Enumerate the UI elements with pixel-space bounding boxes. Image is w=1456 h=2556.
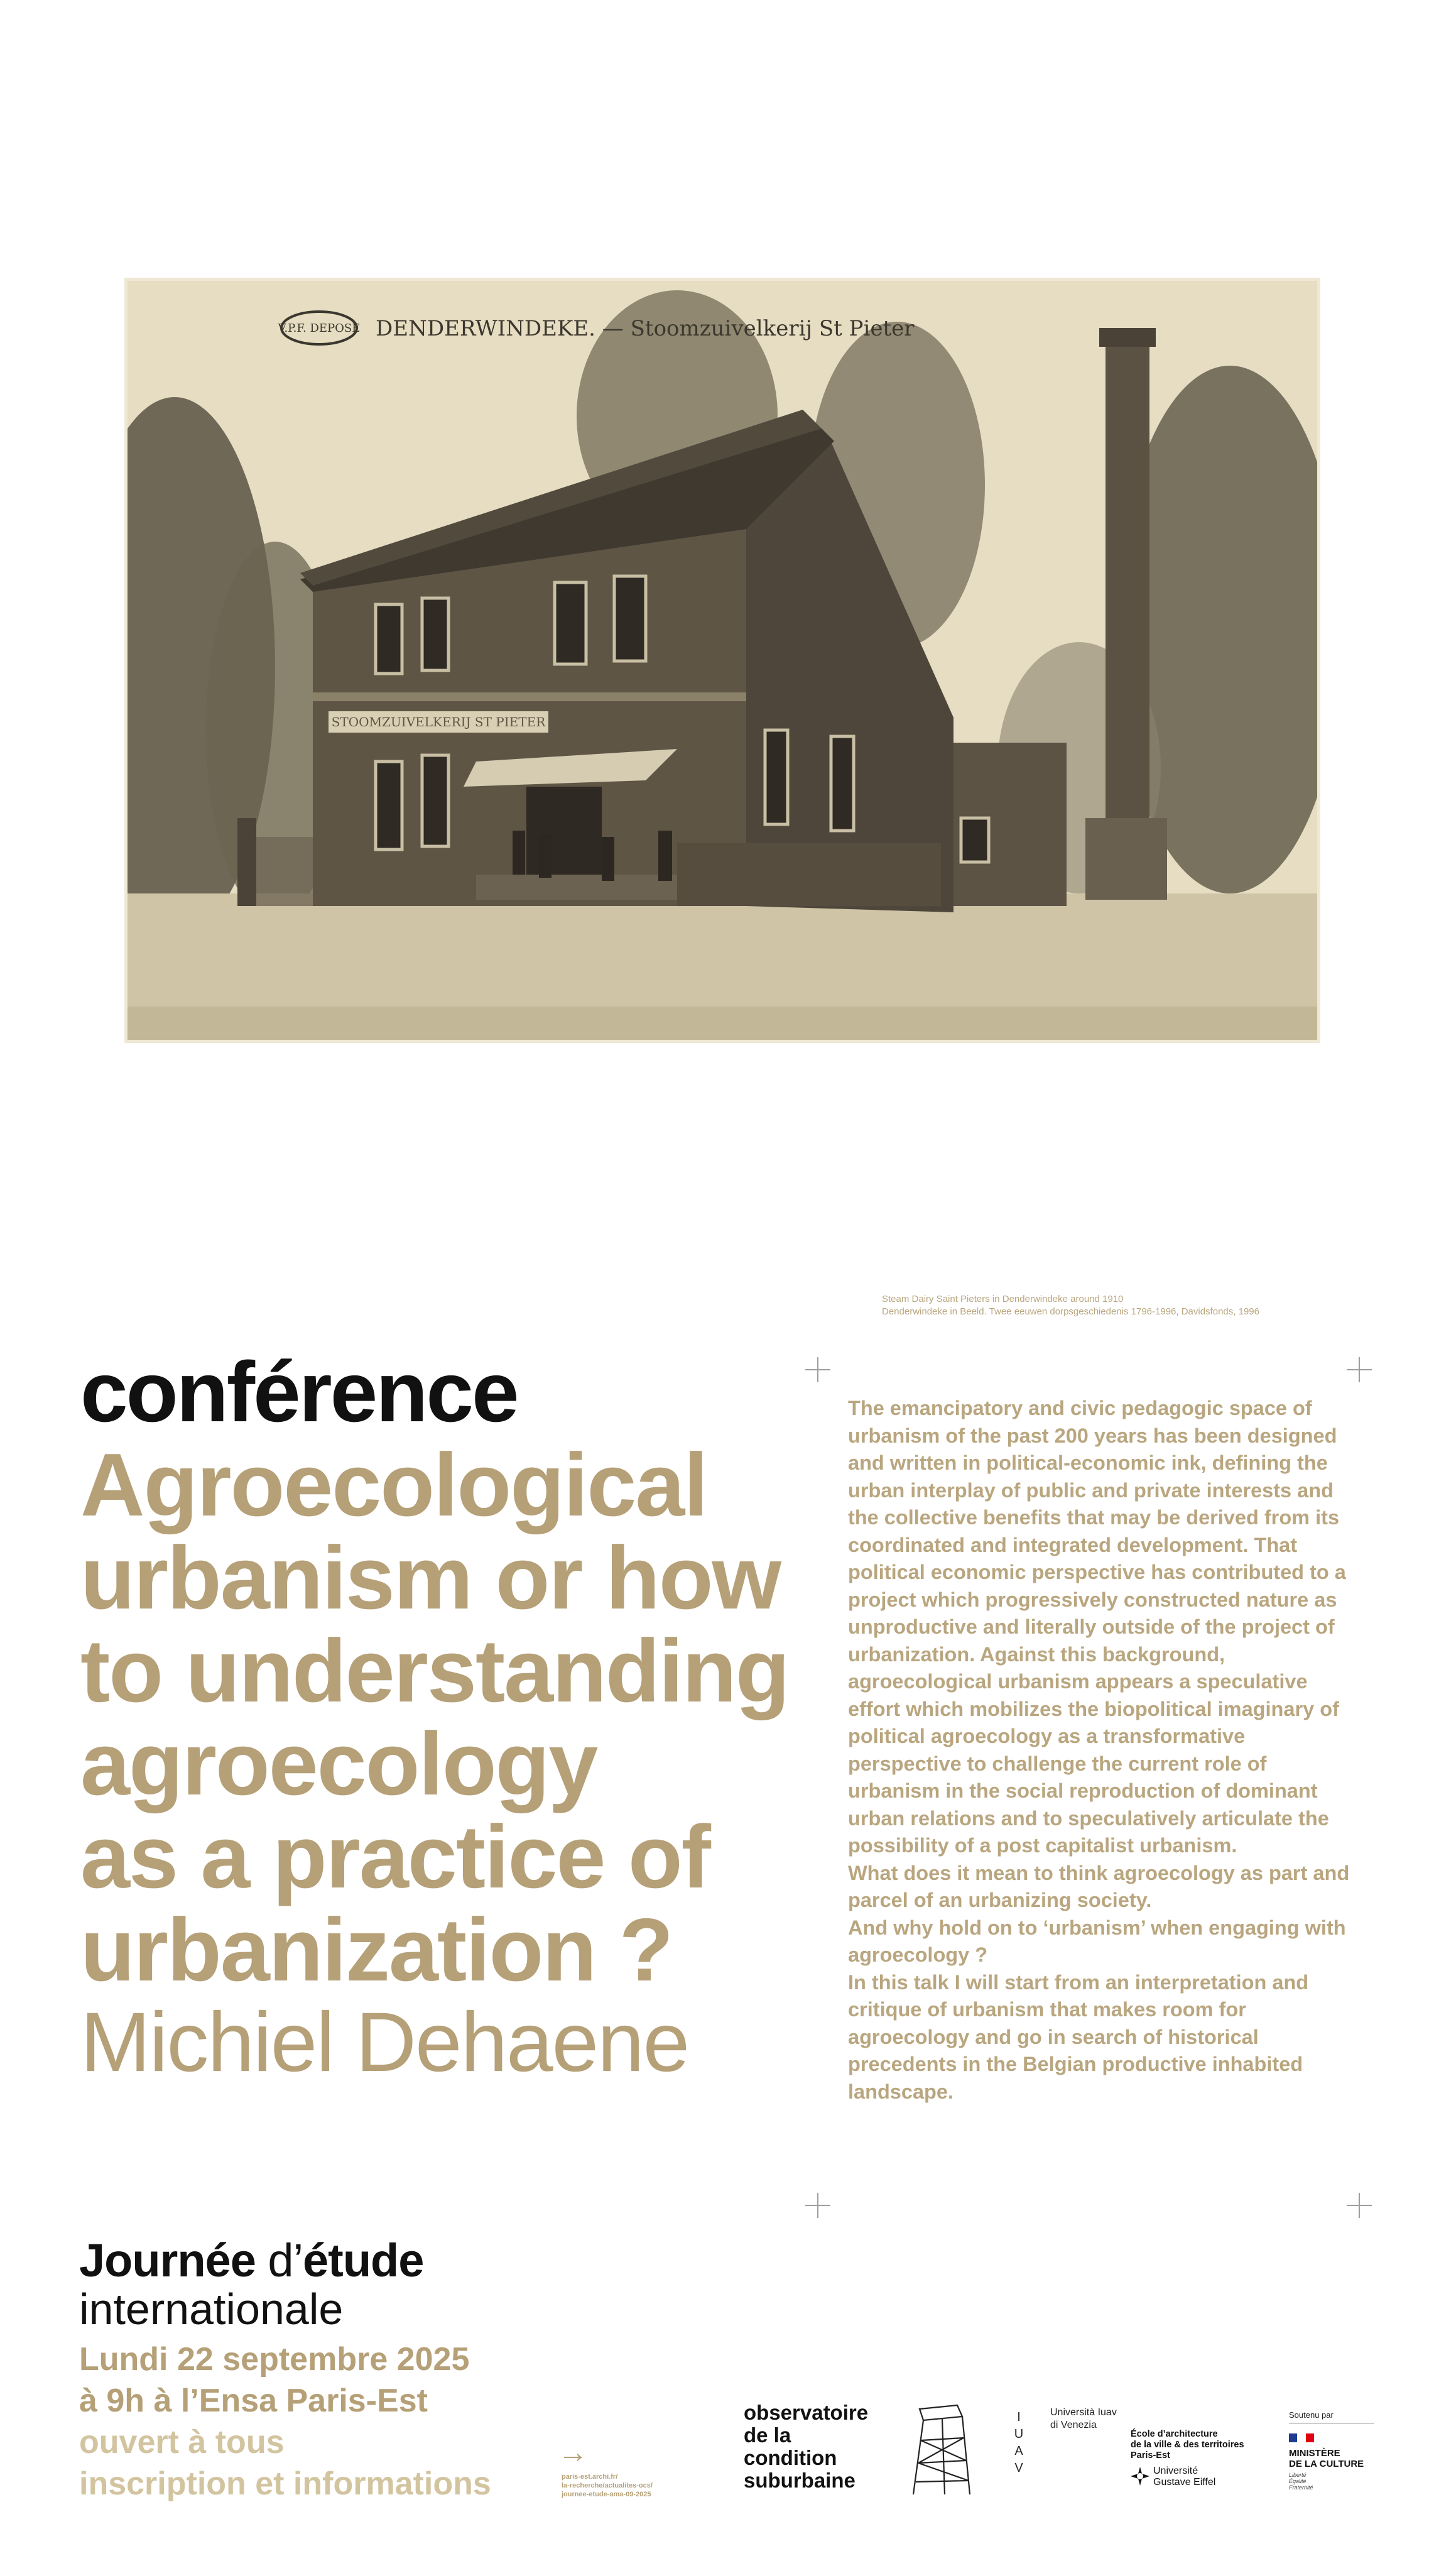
motto-line-2: Égalité (1289, 2478, 1307, 2484)
universite-eiffel-logo (1131, 2466, 1256, 2491)
crop-mark-bottom-right (1347, 2193, 1372, 2218)
obs-line-2: de la (744, 2423, 791, 2447)
photo-printed-caption: DENDERWINDEKE. — Stoomzuivelkerij St Pieter (376, 316, 915, 341)
motto-line-1: Liberté (1289, 2472, 1307, 2478)
title-line-2: urbanism or how (80, 1528, 780, 1628)
ministere-line-1: MINISTÈRE (1289, 2448, 1340, 2459)
title-line-6: urbanization ? (80, 1900, 673, 2000)
registration-link-text[interactable]: inscription et informations (79, 2466, 491, 2502)
title-line-5: as a practice of (80, 1807, 710, 1907)
republic-motto (1289, 2472, 1313, 2491)
etude-word: étude (303, 2234, 424, 2286)
observatoire-logo-text (744, 2401, 868, 2492)
conference-kicker: conférence (80, 1344, 518, 1439)
ensa-line-1: École d’architecture (1131, 2429, 1218, 2439)
photo-caption (882, 1293, 1422, 1318)
title-line-4: agroecology (80, 1714, 597, 1814)
eiffel-star-icon (1131, 2467, 1149, 2486)
eiffel-line-1: Université (1153, 2466, 1198, 2476)
url-line-2: la-recherche/actualites-ocs/ (562, 2482, 653, 2489)
registration-url[interactable] (562, 2472, 653, 2499)
ministere-line-2: DE LA CULTURE (1289, 2459, 1364, 2469)
eiffel-line-2: Gustave Eiffel (1153, 2477, 1216, 2488)
photo-sign-text: STOOMZUIVELKERIJ ST PIETER (331, 714, 546, 729)
watchtower-icon (901, 2403, 980, 2497)
title-line-1: Agroecological (80, 1435, 707, 1535)
photo-caption-line-1: Steam Dairy Saint Pieters in Denderwindeke around 1910 (882, 1294, 1124, 1304)
obs-line-3: condition (744, 2446, 837, 2469)
iuav-letter-i: I (1017, 2410, 1021, 2424)
journee-word: Journée (79, 2234, 256, 2286)
motto-line-3: Fraternité (1289, 2484, 1313, 2491)
iuav-letter-a: A (1014, 2444, 1023, 2458)
photo-caption-line-2: Denderwindeke in Beeld. Twee eeuwen dorpsgeschiedenis 1796-1996, Davidsfonds, 1996 (882, 1306, 1259, 1317)
abstract-paragraph-2: What does it mean to think agroecology as part and parcel of an urbanizing society. (848, 1861, 1350, 1911)
ensa-logo-text (1131, 2429, 1244, 2461)
url-line-3: journee-etude-ama-09-2025 (562, 2491, 651, 2498)
internationale-heading: internationale (79, 2285, 344, 2334)
ensa-line-3: Paris-Est (1131, 2450, 1170, 2460)
event-date-line: Lundi 22 septembre 2025 (79, 2341, 470, 2378)
iuav-letter-u: U (1014, 2427, 1024, 2441)
registration-info (79, 2422, 491, 2504)
iuav-name (1050, 2406, 1117, 2432)
title-line-3: to understanding (80, 1621, 789, 1721)
supported-by-label: Soutenu par (1289, 2410, 1334, 2420)
ministere-culture-logo (1289, 2448, 1364, 2469)
event-place-line: à 9h à l’Ensa Paris-Est (79, 2383, 428, 2419)
open-to-all: ouvert à tous (79, 2424, 285, 2460)
abstract-paragraph-1: The emancipatory and civic pedagogic space of urbanism of the past 200 years has been designed and written in political-economic ink, defining the urban interplay of public and private interests and the collective benefits that may be derived from its coordinated and integrated development. That political economic perspective has contributed to a project which progressively constructed nature as unproductive and literally outside of the project of urbanization. Against this background, agroecological urbanism appears a speculative effort which mobilizes the biopolitical imaginary of political agroecology as a transformative perspective to challenge the current role of urbanism in the social reproduction of dominant urban relations and to speculatively articulate the possibility of a post capitalist urbanism. (848, 1397, 1346, 1857)
obs-line-4: suburbaine (744, 2469, 856, 2492)
abstract-paragraph-4: In this talk I will start from an interpretation and critique of urbanism that makes room for agroecology and go in search of historical precedents in the Belgian productive inhabited landscape. (848, 1970, 1309, 2103)
crop-mark-top-left (805, 1357, 830, 1382)
conference-title (80, 1435, 822, 2000)
speaker-name: Michiel Dehaene (80, 1996, 689, 2089)
postcard-photo (124, 278, 1320, 1043)
obs-line-1: observatoire (744, 2401, 869, 2424)
iuav-letter-v: V (1014, 2461, 1023, 2475)
ensa-line-2: de la ville & des territoires (1131, 2440, 1244, 2450)
iuav-logo (1014, 2409, 1024, 2477)
crop-mark-top-right (1347, 1357, 1372, 1382)
journee-etude-heading (79, 2236, 423, 2286)
dairy-building-illustration (124, 278, 1320, 1043)
iuav-name-line-1: Università Iuav (1050, 2407, 1117, 2418)
french-flag-icon (1289, 2433, 1314, 2442)
abstract-text (848, 1395, 1363, 2105)
crop-mark-bottom-left (805, 2193, 830, 2218)
arrow-right-icon: → (558, 2436, 588, 2469)
abstract-paragraph-3: And why hold on to ‘urbanism’ when engaging with agroecology ? (848, 1916, 1346, 1966)
url-line-1: paris-est.archi.fr/ (562, 2473, 618, 2481)
journee-d-word: d’ (255, 2234, 303, 2286)
iuav-name-line-2: di Venezia (1050, 2420, 1097, 2430)
event-date (79, 2339, 469, 2422)
photo-stamp: V.P.F. DEPOSE (278, 322, 361, 335)
